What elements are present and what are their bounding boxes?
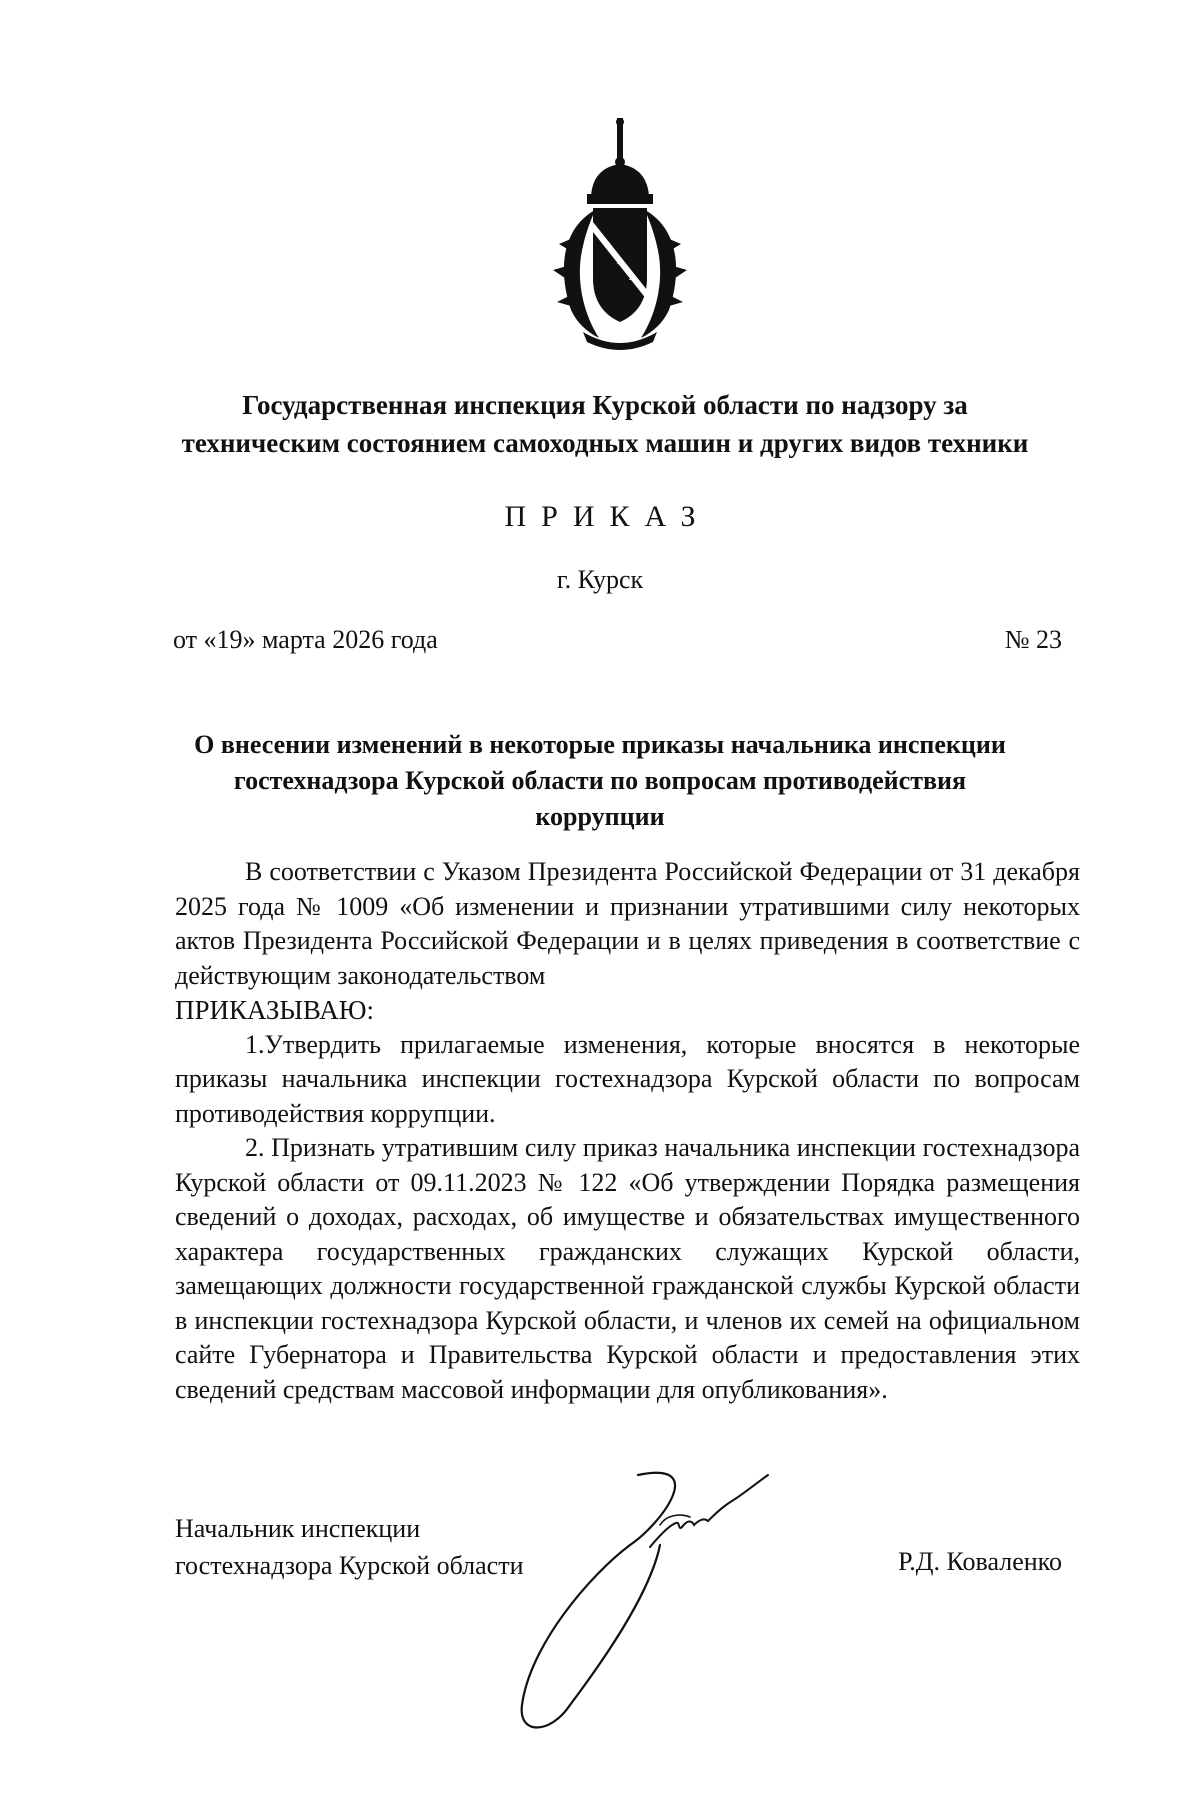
- document-type: ПРИКАЗ: [504, 500, 711, 533]
- organization-name: [150, 386, 1060, 462]
- position-line: Начальник инспекции: [175, 1514, 421, 1543]
- document-number: № 23: [1004, 625, 1062, 654]
- title-line: О внесении изменений в некоторые приказы начальника инспекции: [194, 730, 1006, 759]
- document-title: [160, 727, 1040, 835]
- document-date: от «19» марта 2026 года: [173, 625, 438, 654]
- coat-of-arms-emblem-icon: [553, 118, 687, 350]
- signatory-name: Р.Д. Коваленко: [898, 1547, 1062, 1576]
- preamble-paragraph: В соответствии с Указом Президента Российской Федерации от 31 декабря 2025 года № 1009 «Об изменении и признании утратившими силу некоторых актов Президента Российской Федерации и в целях приведения в соответствие с действующим законодательством: [175, 857, 1080, 990]
- order-item-2: 2. Признать утратившим силу приказ начальника инспекции гостехнадзора Курской области от 09.11.2023 № 122 «Об утверждении Порядка размещения сведений о доходах, расходах, об имуществе и обязательствах имущественного характера государственных гражданских служащих Курской области, замещающих должности государственной гражданской службы Курской области в инспекции гостехнадзора Курской области, и членов их семей на официальном сайте Губернатора и Правительства Курской области и предоставления этих сведений средствам массовой информации для опубликования».: [175, 1133, 1080, 1404]
- organization-line: техническим состоянием самоходных машин и других видов техники: [181, 428, 1029, 458]
- organization-line: Государственная инспекция Курской области по надзору за: [242, 390, 968, 420]
- position-line: гостехнадзора Курской области: [175, 1551, 524, 1580]
- title-line: коррупции: [535, 802, 665, 831]
- title-line: гостехнадзора Курской области по вопросам противодействия: [233, 766, 967, 795]
- order-item-1: 1.Утвердить прилагаемые изменения, которые вносятся в некоторые приказы начальника инспекции гостехнадзора Курской области по вопросам противодействия коррупции.: [175, 1029, 1080, 1128]
- city-label: г. Курск: [556, 565, 644, 594]
- document-body: [175, 855, 1080, 1407]
- signatory-position: [175, 1510, 524, 1584]
- order-word: ПРИКАЗЫВАЮ:: [175, 995, 374, 1025]
- handwritten-signature-icon: [510, 1465, 890, 1745]
